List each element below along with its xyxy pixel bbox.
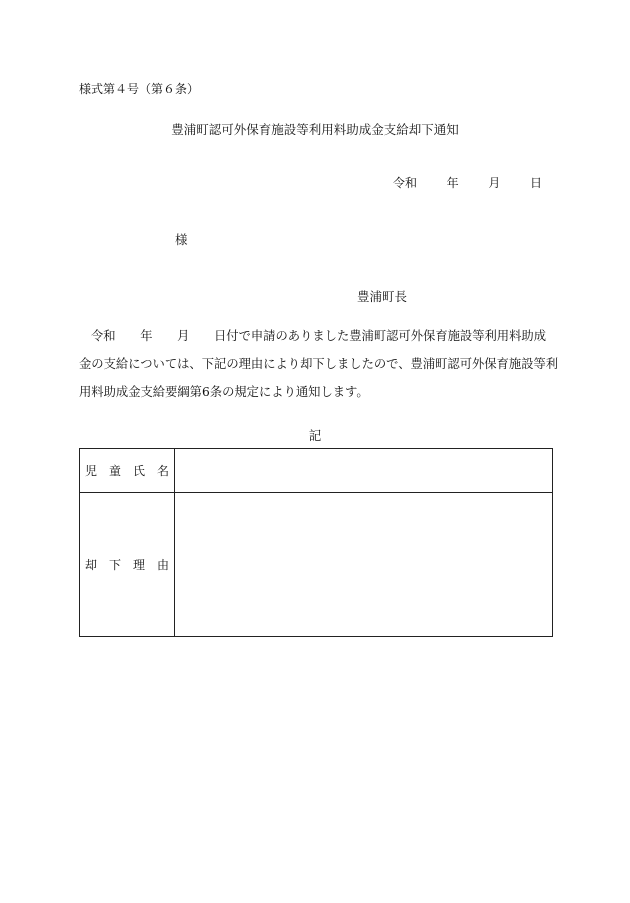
date-year: 年	[446, 176, 459, 190]
document-title: 豊浦町認可外保育施設等利用料助成金支給却下通知	[171, 122, 459, 137]
body-line-1: 令和 年 月 日付で申請のありました豊浦町認可外保育施設等利用料助成	[91, 329, 546, 343]
details-table	[79, 448, 553, 637]
child-name-row	[80, 449, 553, 493]
body-line-3: 用料助成金支給要綱第6条の規定により通知します。	[79, 385, 369, 399]
child-name-label: 児 童 氏 名	[80, 449, 175, 493]
notice-body	[79, 322, 559, 406]
reason-label: 却 下 理 由	[80, 493, 175, 637]
child-name-cell[interactable]	[175, 449, 553, 493]
reason-row	[80, 493, 553, 637]
date-day: 日	[530, 176, 543, 190]
sender-name: 豊浦町長	[357, 289, 408, 304]
reason-cell[interactable]	[175, 493, 553, 637]
date-era: 令和	[393, 176, 418, 190]
form-number: 様式第４号（第６条）	[79, 82, 200, 96]
date-month: 月	[488, 176, 501, 190]
issue-date	[393, 174, 542, 191]
addressee-suffix: 様	[175, 232, 188, 247]
ki-heading: 記	[308, 428, 322, 443]
body-line-2: 金の支給については、下記の理由により却下しましたので、豊浦町認可外保育施設等利	[79, 357, 559, 371]
